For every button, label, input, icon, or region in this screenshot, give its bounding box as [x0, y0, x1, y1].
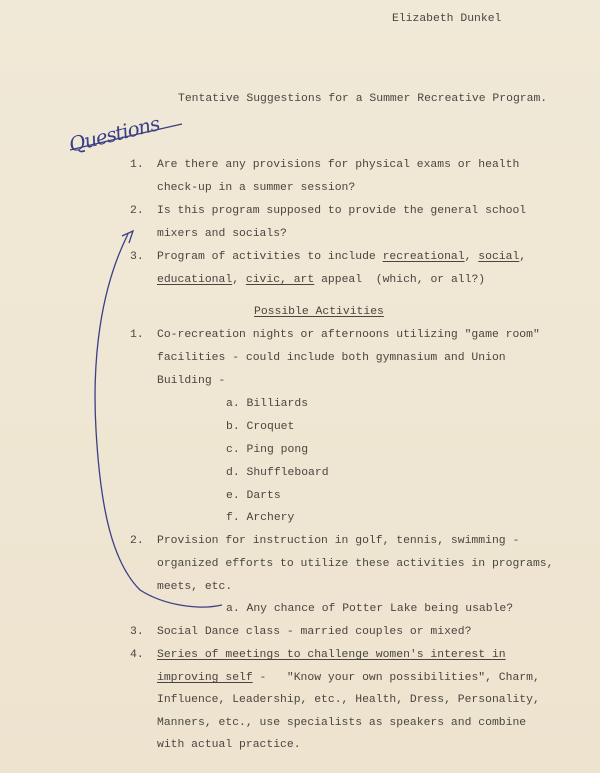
question-text: Program of activities to include recreational, social, [157, 251, 527, 263]
activity-text: improving self - "Know your own possibilities", Charm, [157, 672, 540, 684]
activity-text: Building - [157, 375, 226, 387]
activity-text: with actual practice. [157, 739, 301, 751]
sub-item: a. Billiards [226, 398, 309, 410]
activity-text: Co-recreation nights or afternoons utilizing "game room" [157, 329, 540, 341]
question-text: mixers and socials? [157, 228, 287, 240]
question-text: educational, civic, art appeal (which, or all?) [157, 274, 486, 286]
question-number: 2. [130, 205, 144, 217]
activity-text: Series of meetings to challenge women's interest in [157, 649, 506, 661]
activity-text: Influence, Leadership, etc., Health, Dress, Personality, [157, 694, 540, 706]
document-title: Tentative Suggestions for a Summer Recreative Program. [178, 93, 548, 105]
handwritten-annotation: Questions [66, 111, 162, 157]
author-name: Elizabeth Dunkel [392, 13, 502, 25]
sub-item: f. Archery [226, 512, 295, 524]
question-text: Are there any provisions for physical exams or health [157, 159, 520, 171]
activity-number: 3. [130, 626, 144, 638]
activity-text: facilities - could include both gymnasium and Union [157, 352, 506, 364]
question-number: 3. [130, 251, 144, 263]
question-text: Is this program supposed to provide the general school [157, 205, 527, 217]
activity-text: Provision for instruction in golf, tennis, swimming - [157, 535, 520, 547]
activity-number: 4. [130, 649, 144, 661]
sub-item: e. Darts [226, 490, 281, 502]
question-text: check-up in a summer session? [157, 182, 356, 194]
activity-text: meets, etc. [157, 581, 233, 593]
activity-number: 2. [130, 535, 144, 547]
sub-item: b. Croquet [226, 421, 295, 433]
sub-item: d. Shuffleboard [226, 467, 329, 479]
section-heading: Possible Activities [254, 306, 384, 318]
activity-text: Social Dance class - married couples or mixed? [157, 626, 472, 638]
activity-number: 1. [130, 329, 144, 341]
sub-item: c. Ping pong [226, 444, 309, 456]
activity-text: Manners, etc., use specialists as speakers and combine [157, 717, 527, 729]
question-number: 1. [130, 159, 144, 171]
sub-item: a. Any chance of Potter Lake being usable? [226, 603, 514, 615]
activity-text: organized efforts to utilize these activities in programs, [157, 558, 554, 570]
